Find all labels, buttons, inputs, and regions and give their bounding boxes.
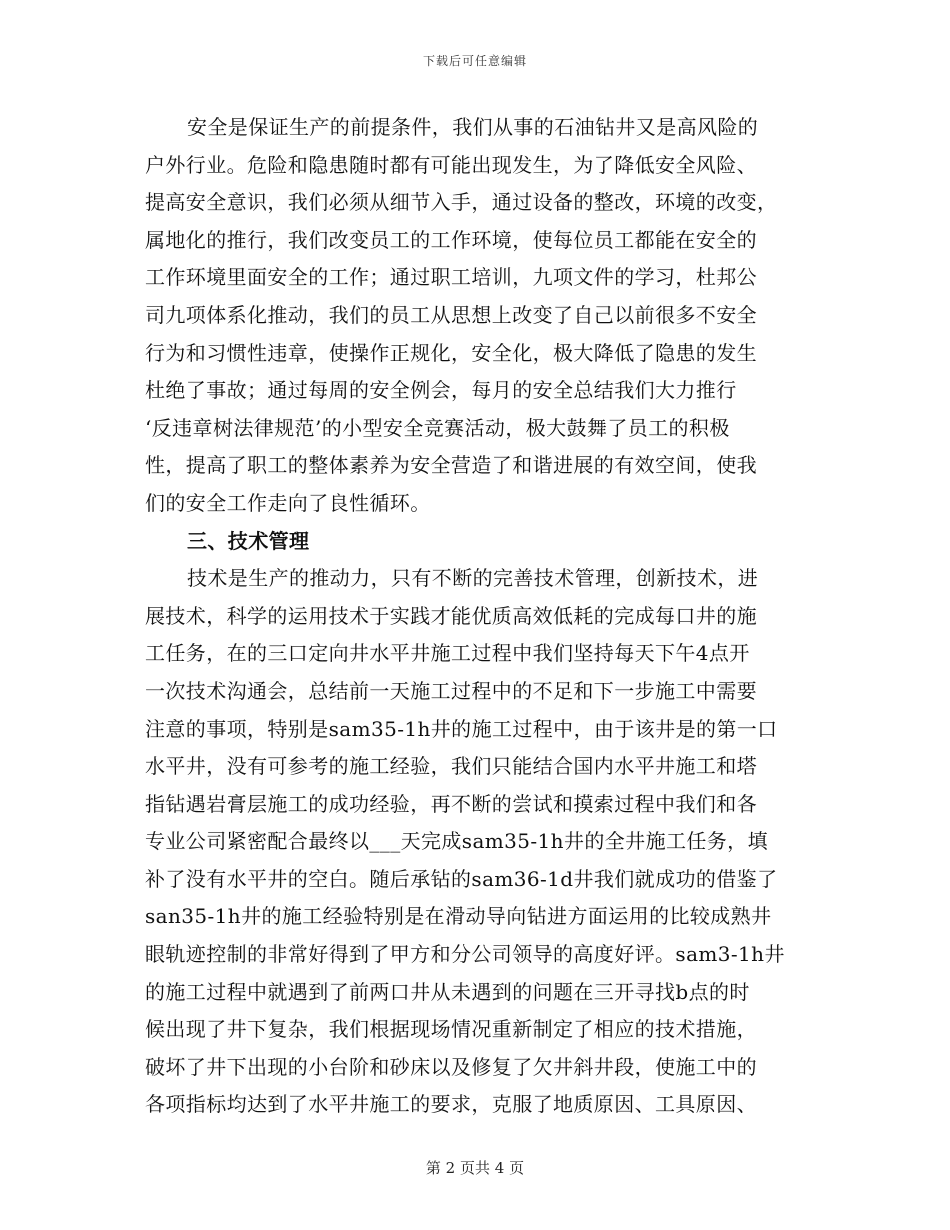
paragraph-line: 候出现了井下复杂，我们根据现场情况重新制定了相应的技术措施， (145, 1017, 757, 1042)
paragraph-line: 水平井，没有可参考的施工经验，我们只能结合国内水平井施工和塔 (145, 754, 757, 779)
paragraph-line: 司九项体系化推动，我们的员工从思想上改变了自己以前很多不安全 (145, 302, 757, 327)
paragraph-line: 性，提高了职工的整体素养为安全营造了和谐进展的有效空间，使我 (145, 453, 757, 478)
paragraph-line: 安全是保证生产的前提条件，我们从事的石油钻井又是高风险的 (187, 115, 759, 139)
page-header: 下载后可任意编辑 (422, 54, 527, 68)
paragraph-line: 户外行业。危险和隐患随时都有可能出现发生，为了降低安全风险、 (145, 152, 757, 177)
paragraph-line: 行为和习惯性违章，使操作正规化，安全化，极大降低了隐患的发生 (145, 340, 757, 365)
paragraph-line: 杜绝了事故；通过每周的安全例会，每月的安全总结我们大力推行 (145, 378, 737, 403)
paragraph-line: 眼轨迹控制的非常好得到了甲方和分公司领导的高度好评。sam3-1h井 (145, 942, 785, 967)
paragraph-line: 专业公司紧密配合最终以___天完成sam35-1h井的全井施工任务，填 (145, 829, 768, 854)
paragraph-line: 展技术，科学的运用技术于实践才能优质高效低耗的完成每口井的施 (145, 603, 757, 628)
paragraph-line: 指钻遇岩膏层施工的成功经验，再不断的尝试和摸索过程中我们和各 (145, 791, 757, 816)
document-body (145, 109, 800, 1124)
paragraph-line: 工作环境里面安全的工作；通过职工培训，九项文件的学习，杜邦公 (145, 265, 757, 290)
paragraph-line: 属地化的推行，我们改变员工的工作环境，使每位员工都能在安全的 (145, 227, 757, 252)
paragraph-line: 注意的事项，特别是sam35-1h井的施工过程中，由于该井是的第一口 (145, 716, 778, 741)
paragraph-line: 的施工过程中就遇到了前两口井从未遇到的问题在三开寻找b点的时 (145, 979, 750, 1004)
paragraph-line: 们的安全工作走向了良性循环。 (145, 490, 431, 515)
section-heading: 三、技术管理 (187, 528, 310, 553)
paragraph-line: 提高安全意识，我们必须从细节入手，通过设备的整改，环境的改变， (145, 190, 778, 215)
paragraph-line: 补了没有水平井的空白。随后承钻的sam36-1d井我们就成功的借鉴了 (145, 866, 778, 891)
paragraph-line: 破坏了井下出现的小台阶和砂床以及修复了欠井斜井段，使施工中的 (145, 1054, 757, 1079)
paragraph-line: 一次技术沟通会，总结前一天施工过程中的不足和下一步施工中需要 (145, 678, 757, 703)
paragraph-line: 工任务，在的三口定向井水平井施工过程中我们坚持每天下午4点开 (145, 641, 750, 666)
paragraph-line: 各项指标均达到了水平井施工的要求，克服了地质原因、工具原因、 (145, 1092, 757, 1117)
page-number-footer: 第 2 页共 4 页 (425, 1159, 525, 1177)
paragraph-line: ‘反违章树法律规范’的小型安全竞赛活动，极大鼓舞了员工的积极 (145, 415, 730, 440)
paragraph-line: 技术是生产的推动力，只有不断的完善技术管理，创新技术，进 (187, 566, 759, 591)
paragraph-line: san35-1h井的施工经验特别是在滑动导向钻进方面运用的比较成熟井 (145, 904, 772, 929)
